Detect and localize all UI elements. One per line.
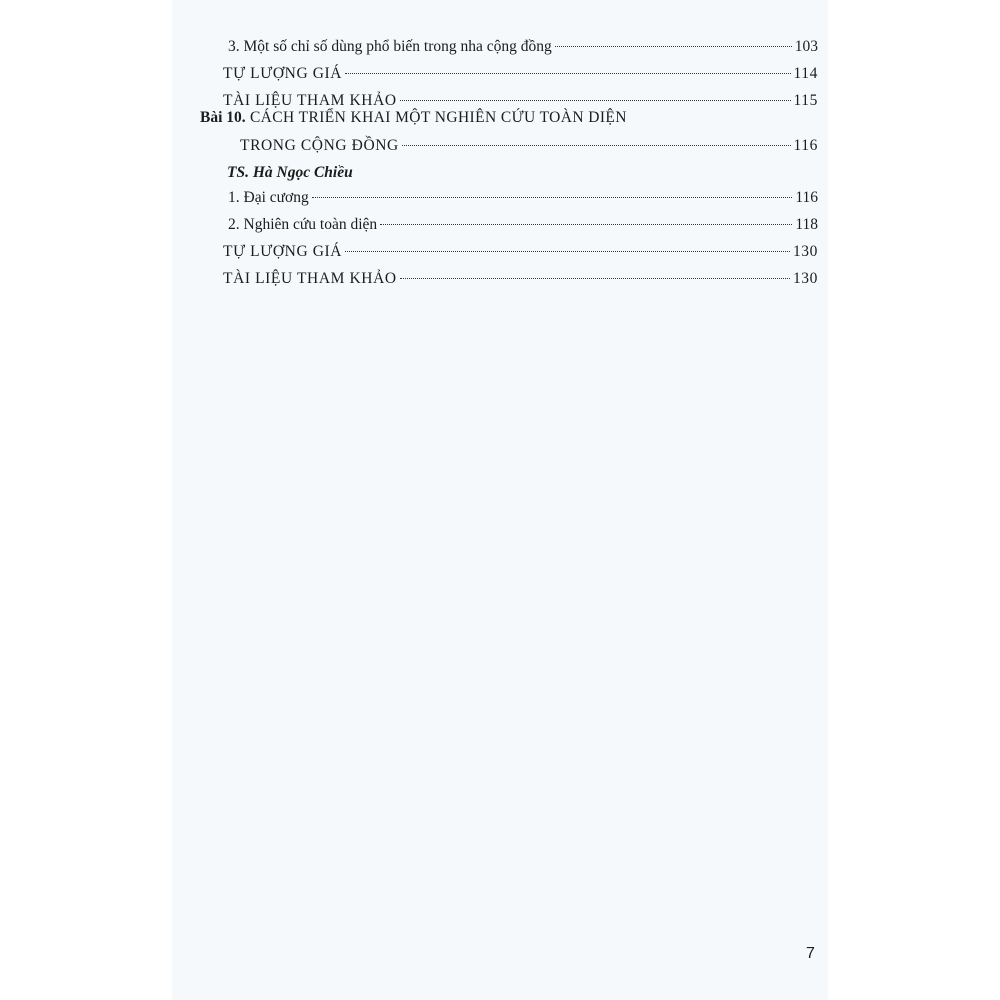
toc-entry-label: TỰ LƯỢNG GIÁ <box>223 65 343 82</box>
toc-entry-page: 115 <box>793 92 818 109</box>
toc-dot-leader <box>312 197 793 198</box>
toc-entry <box>228 37 818 57</box>
document-page <box>172 0 828 1000</box>
chapter-author: TS. Hà Ngọc Chiều <box>227 164 353 181</box>
toc-entry <box>240 136 818 156</box>
toc-entry <box>223 242 818 262</box>
toc-dot-leader <box>345 251 790 252</box>
toc-dot-leader <box>400 100 791 101</box>
page-number: 7 <box>806 945 815 962</box>
toc-dot-leader <box>345 73 790 74</box>
toc-entry-page: 103 <box>794 38 818 55</box>
toc-entry <box>223 269 818 289</box>
toc-dot-leader <box>400 278 790 279</box>
chapter-number: Bài 10. <box>200 109 246 126</box>
toc-entry <box>223 64 818 84</box>
toc-entry-label: TÀI LIỆU THAM KHẢO <box>223 92 397 109</box>
toc-entry-label: 3. Một số chỉ số dùng phổ biến trong nha cộng đồng <box>228 38 552 55</box>
toc-entry-page: 116 <box>793 137 818 154</box>
toc-dot-leader <box>402 145 791 146</box>
toc-entry-label: 1. Đại cương <box>228 189 309 206</box>
toc-dot-leader <box>555 46 792 47</box>
toc-entry <box>228 188 818 208</box>
toc-entry-page: 118 <box>795 216 818 233</box>
toc-entry-page: 130 <box>792 270 818 287</box>
toc-entry-label: TÀI LIỆU THAM KHẢO <box>223 270 397 287</box>
toc-entry-page: 130 <box>792 243 818 260</box>
chapter-title-line1: CÁCH TRIỂN KHAI MỘT NGHIÊN CỨU TOÀN DIỆN <box>249 109 627 126</box>
toc-dot-leader <box>380 224 792 225</box>
chapter-title-line2: TRONG CỘNG ĐỒNG <box>240 137 399 154</box>
toc-entry-page: 116 <box>795 189 818 206</box>
chapter-heading <box>200 108 627 128</box>
toc-entry <box>228 215 818 235</box>
toc-entry-page: 114 <box>793 65 818 82</box>
toc-entry-label: 2. Nghiên cứu toàn diện <box>228 216 378 233</box>
toc-entry-label: TỰ LƯỢNG GIÁ <box>223 243 343 260</box>
